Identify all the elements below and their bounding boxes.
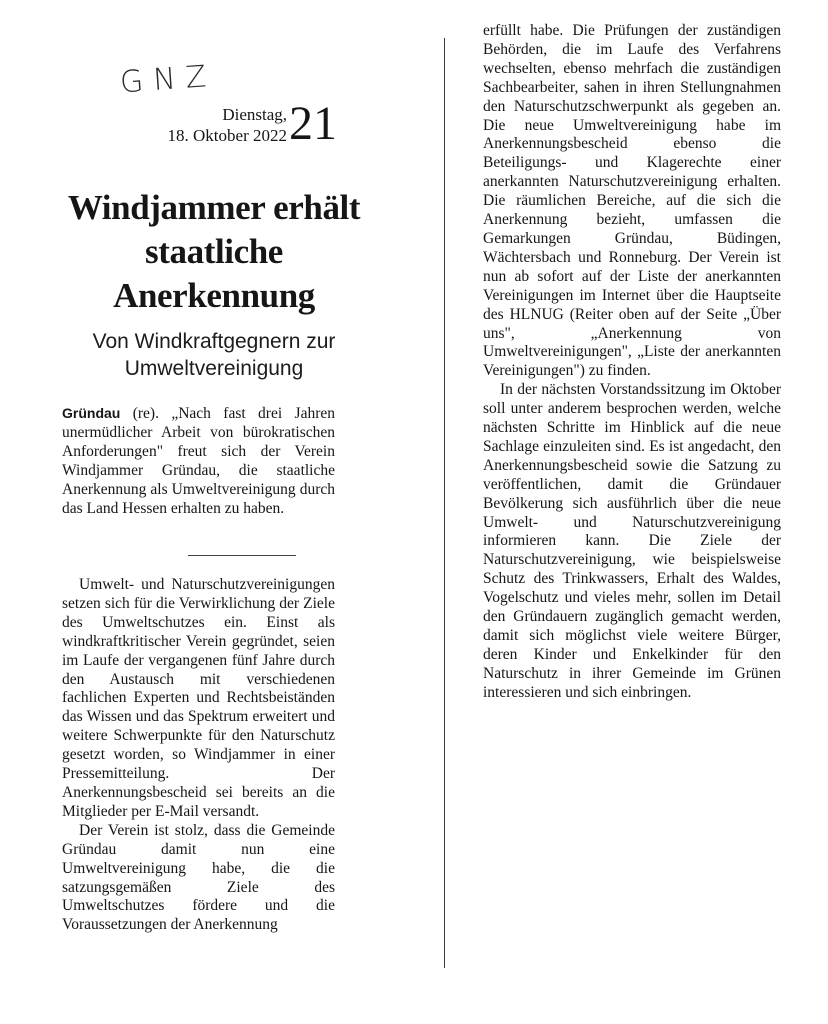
separator-rule <box>188 555 296 556</box>
body-paragraph: erfüllt habe. Die Prüfungen der zuständigen Behörden, die im Laufe des Verfahrens wechselten, ebenso mehrfach die zuständigen Sachbearbeiter, sahen in ihren Stellungnahmen den Naturschutzschwerpunkt als gegeben an. Die neue Umweltvereinigung habe im Anerkennungsbescheid ebenso die Beteiligungs- und Klagerechte einer anerkannten Naturschutzvereinigung erhalten. Die räumlichen Bereiche, auf die sich die Anerkennung bezieht, umfassen die Gemarkungen Gründau, Büdingen, Wächtersbach und Ronneburg. Der Verein ist nun ab sofort auf der Liste der anerkannten Vereinigungen im Internet über die Hauptseite des HLNUG (Reiter oben auf der Seite „Über uns", „Anerkennung von Umweltvereinigungen", „Liste der anerkannten Vereinigungen") zu finden. <box>483 22 781 380</box>
handwritten-source-note: GNZ <box>118 58 218 101</box>
column-divider <box>444 38 445 968</box>
weekday: Dienstag, <box>222 105 287 124</box>
lead-text: (re). „Nach fast drei Jahren unermüdlicher Arbeit von bürokratischen Anforderungen" freut sich der Verein Windjammer Gründau, die staatliche Anerkennung als Umweltvereinigung durch das Land Hessen erhalten zu haben. <box>62 405 335 517</box>
lead-paragraph <box>62 404 335 518</box>
dateline-place: Gründau <box>62 405 121 421</box>
body-column-2 <box>483 22 781 703</box>
body-paragraph: Umwelt- und Naturschutzvereinigungen setzen sich für die Verwirklichung der Ziele des Umweltschutzes ein. Einst als windkraftkritischer Verein gegründet, seien im Laufe der vergangenen fünf Jahre durch den Austausch mit verschiedenen fachlichen Experten und Rechtsbeiständen das Wissen und das Spektrum erweitert und weitere Schwerpunkte für den Naturschutz gesetzt worden, so Windjammer in einer Pressemitteilung. Der Anerkennungsbescheid sei bereits an die Mitglieder per E-Mail versandt. <box>62 576 335 820</box>
body-column-1 <box>62 576 335 935</box>
article-headline: Windjammer erhält staatliche Anerkennung <box>67 188 361 315</box>
article-subheadline: Von Windkraftgegnern zur Umweltvereinigung <box>92 330 336 380</box>
page-number: 21 <box>289 97 337 150</box>
body-paragraph: In der nächsten Vorstandssitzung im Oktober soll unter anderem besprochen werden, welche nächsten Schritte im Hinblick auf die neue Sachlage einzuleiten sind. Es ist angedacht, den Anerkennungsbescheid sowie die Satzung zu veröffentlichen, damit die Gründauer Bevölkerung sich ausführlich über die neue Umwelt- und Naturschutzvereinigung informieren kann. Die Ziele der Naturschutzvereinigung, wie beispielsweise Schutz des Trinkwassers, Erhalt des Waldes, Vogelschutz und vieles mehr, sollen im Detail den Gründauern zugänglich gemacht werden, damit sich möglichst viele weitere Bürger, deren Kinder und Enkelkinder für den Naturschutz in ihrer Gemeinde im Grünen interessieren und sich einbringen. <box>483 381 781 701</box>
body-paragraph: Der Verein ist stolz, dass die Gemeinde Gründau damit nun eine Umweltvereinigung habe, die die satzungsgemäßen Ziele des Umweltschutzes fördere und die Voraussetzungen der Anerkennung <box>62 821 335 934</box>
publication-date: 18. Oktober 2022 <box>167 126 287 145</box>
dateline <box>135 104 287 146</box>
